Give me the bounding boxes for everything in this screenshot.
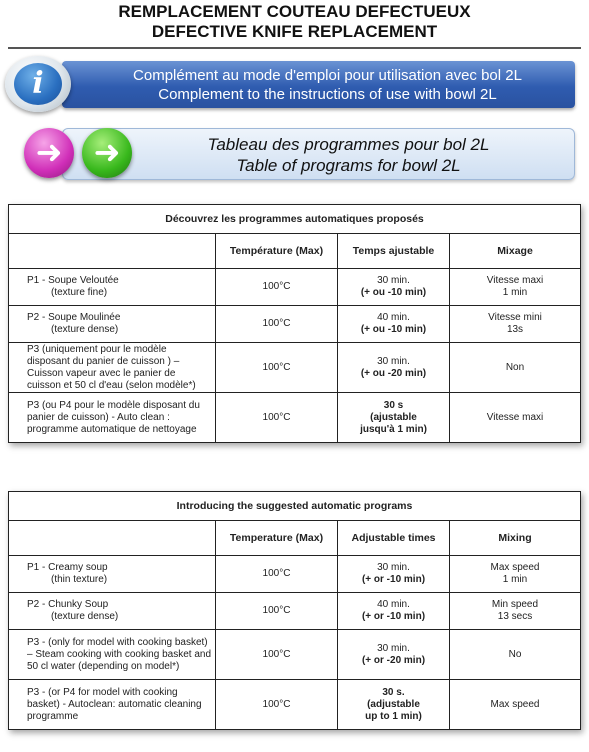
mixing-speed: Min speed xyxy=(491,599,539,610)
time-value: 30 min. xyxy=(377,355,410,367)
column-header-mixing: Mixage xyxy=(450,234,581,269)
program-detail: (texture dense) xyxy=(51,324,119,335)
program-cell: P3 - (or P4 for model with cooking basket) - Autoclean: automatic cleaning programme xyxy=(9,680,216,730)
temperature-cell: 100°C xyxy=(216,269,338,306)
time-value: 30 s xyxy=(383,399,404,411)
time-adjust-range: up to 1 min) xyxy=(365,710,422,722)
time-adjust: (+ ou -10 min) xyxy=(360,324,427,335)
program-cell xyxy=(9,269,216,306)
program-cell xyxy=(9,306,216,343)
program-cell: P3 (ou P4 pour le modèle disposant du panier de cuisson) - Auto clean : programme automatique de nettoyage xyxy=(9,393,216,443)
column-header-time: Temps ajustable xyxy=(338,234,450,269)
programs-banner xyxy=(62,128,575,180)
table-row xyxy=(9,269,581,306)
arrow-right-pink-icon: ➜ xyxy=(24,128,74,178)
table-row xyxy=(9,343,581,393)
mixing-speed: Vitesse maxi xyxy=(486,275,544,286)
mixing-duration: 13 secs xyxy=(497,611,533,622)
program-name: P1 - Soupe Veloutée xyxy=(27,275,119,286)
program-name: P2 - Soupe Moulinée xyxy=(27,312,121,323)
time-cell xyxy=(338,343,450,393)
programs-line-french: Tableau des programmes pour bol 2L xyxy=(207,135,490,154)
arrow-right-green-icon: ➜ xyxy=(82,128,132,178)
page-title xyxy=(0,2,589,42)
mixing-cell: Vitesse maxi xyxy=(450,393,581,443)
temperature-cell: 100°C xyxy=(216,343,338,393)
temperature-cell: 100°C xyxy=(216,680,338,730)
mixing-speed: Vitesse mini xyxy=(488,312,542,323)
temperature-cell: 100°C xyxy=(216,306,338,343)
table-caption: Introducing the suggested automatic programs xyxy=(9,492,581,521)
table-row xyxy=(9,306,581,343)
mixing-cell xyxy=(450,269,581,306)
mixing-cell xyxy=(450,556,581,593)
program-detail: (texture dense) xyxy=(51,611,119,622)
table-row xyxy=(9,593,581,630)
time-adjust-range: jusqu'à 1 min) xyxy=(360,423,427,435)
mixing-cell: Max speed xyxy=(450,680,581,730)
info-icon: i xyxy=(5,56,71,112)
time-adjust: (+ or -20 min) xyxy=(361,654,426,666)
table-row xyxy=(9,630,581,680)
info-banner xyxy=(62,61,575,108)
column-header-program xyxy=(9,234,216,269)
temperature-cell: 100°C xyxy=(216,556,338,593)
column-header-temperature: Température (Max) xyxy=(216,234,338,269)
time-cell xyxy=(338,393,450,443)
time-cell xyxy=(338,630,450,680)
programs-line-english: Table of programs for bowl 2L xyxy=(236,156,461,175)
column-header-mixing: Mixing xyxy=(450,521,581,556)
time-value: 30 s. xyxy=(382,686,405,698)
time-value: 30 min. xyxy=(377,562,410,573)
program-detail: (texture fine) xyxy=(51,287,108,298)
temperature-cell: 100°C xyxy=(216,630,338,680)
table-row xyxy=(9,556,581,593)
title-english: DEFECTIVE KNIFE REPLACEMENT xyxy=(151,22,438,41)
column-header-time: Adjustable times xyxy=(338,521,450,556)
column-header-temperature: Temperature (Max) xyxy=(216,521,338,556)
mixing-duration: 13s xyxy=(506,324,524,335)
table-row xyxy=(9,393,581,443)
title-divider xyxy=(8,47,581,49)
program-name: P2 - Chunky Soup xyxy=(27,599,109,610)
mixing-cell xyxy=(450,306,581,343)
time-adjust: (+ or -10 min) xyxy=(361,574,426,585)
program-cell xyxy=(9,593,216,630)
mixing-duration: 1 min xyxy=(502,574,528,585)
column-header-program xyxy=(9,521,216,556)
table-row xyxy=(9,680,581,730)
programs-table-english xyxy=(8,491,581,730)
time-adjust: (adjustable xyxy=(367,698,420,710)
title-french: REMPLACEMENT COUTEAU DEFECTUEUX xyxy=(118,2,471,21)
programs-table-french xyxy=(8,204,581,443)
time-cell xyxy=(338,306,450,343)
time-adjust: (+ ou -10 min) xyxy=(360,287,427,298)
time-cell xyxy=(338,269,450,306)
mixing-cell xyxy=(450,593,581,630)
program-detail: (thin texture) xyxy=(51,574,108,585)
time-value: 30 min. xyxy=(377,642,410,654)
time-value: 40 min. xyxy=(377,312,410,323)
info-line-french: Complément au mode d'emploi pour utilisation avec bol 2L xyxy=(133,67,522,84)
mixing-speed: Max speed xyxy=(490,562,540,573)
program-cell: P3 (uniquement pour le modèle disposant du panier de cuisson ) – Cuisson vapeur avec le panier de cuisson et 50 cl d'eau (selon modèle*) xyxy=(9,343,216,393)
mixing-duration: 1 min xyxy=(502,287,528,298)
time-value: 40 min. xyxy=(377,599,410,610)
time-adjust: (+ ou -20 min) xyxy=(360,367,427,379)
program-cell xyxy=(9,556,216,593)
time-value: 30 min. xyxy=(377,275,410,286)
table-caption: Découvrez les programmes automatiques proposés xyxy=(9,205,581,234)
time-adjust: (ajustable xyxy=(370,411,417,423)
time-cell xyxy=(338,593,450,630)
program-cell: P3 - (only for model with cooking basket) – Steam cooking with cooking basket and 50 cl water (depending on model*) xyxy=(9,630,216,680)
program-name: P1 - Creamy soup xyxy=(27,562,108,573)
mixing-cell: Non xyxy=(450,343,581,393)
time-adjust: (+ or -10 min) xyxy=(361,611,426,622)
temperature-cell: 100°C xyxy=(216,593,338,630)
temperature-cell: 100°C xyxy=(216,393,338,443)
info-line-english: Complement to the instructions of use with bowl 2L xyxy=(158,86,497,103)
mixing-cell: No xyxy=(450,630,581,680)
time-cell xyxy=(338,680,450,730)
time-cell xyxy=(338,556,450,593)
